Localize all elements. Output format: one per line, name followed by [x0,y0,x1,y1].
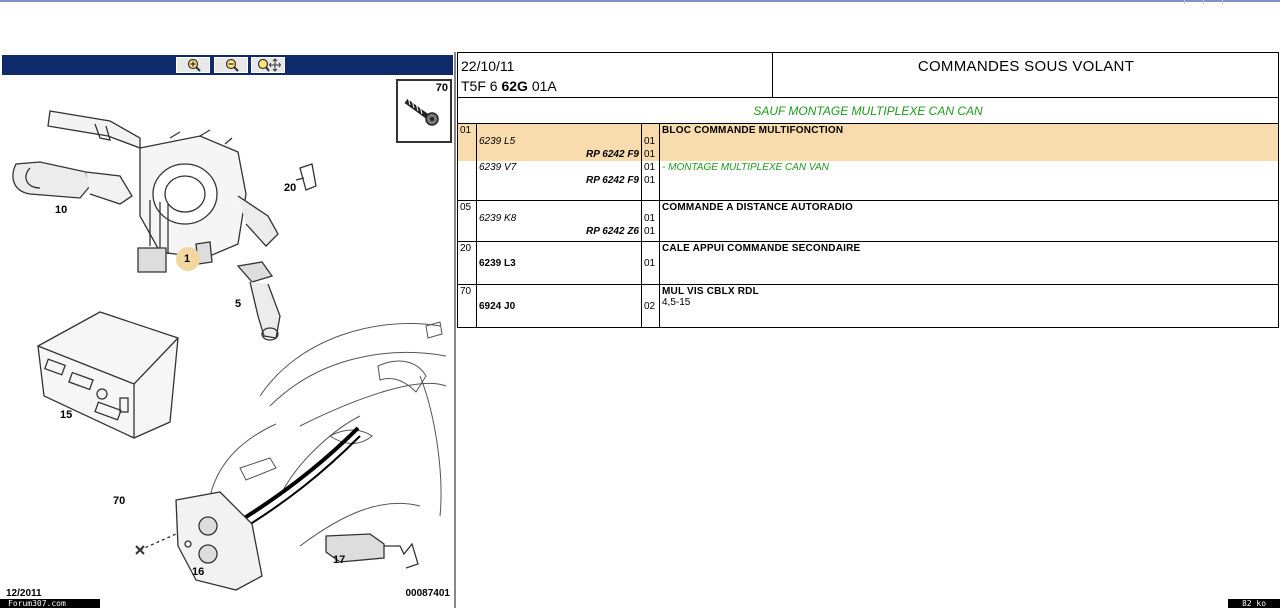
multifunction-switch-drawing [13,111,278,272]
table-row[interactable] [458,148,1279,161]
quantity: 01 [642,174,660,201]
item-number: 20 [458,242,477,285]
zoom-in-icon [184,58,202,72]
label-1: 1 [184,253,190,265]
minimize-button[interactable] [1184,0,1203,4]
quantity: 01 [642,201,660,226]
part-description: BLOC COMMANDE MULTIFONCTION [660,124,1279,148]
replacement-ref[interactable]: RP 6242 F9 [477,148,642,161]
radio-unit-drawing [38,312,178,438]
replacement-ref[interactable]: RP 6242 Z6 [477,225,642,242]
pan-zoom-button[interactable] [251,57,285,73]
page-title: COMMANDES SOUS VOLANT [917,58,1135,75]
table-row[interactable] [458,285,1279,328]
status-size: 82 ko [1228,599,1280,608]
screw-callout-number: 70 [435,82,448,94]
quantity: 01 [642,242,660,285]
window-titlebar [0,0,1280,50]
close-button[interactable] [1222,0,1241,4]
label-20: 20 [284,182,297,194]
maximize-button[interactable] [1203,0,1222,4]
part-ref[interactable]: 6239 L5 [477,124,642,148]
part-dimension: 4,5-15 [662,297,691,308]
steering-remote-drawing [136,428,360,590]
header-info [458,53,773,97]
zoom-out-icon [222,58,240,72]
label-70: 70 [113,495,126,507]
item-number: 01 [458,124,477,148]
table-row[interactable] [458,174,1279,201]
part-description: - MONTAGE MULTIPLEXE CAN VAN [660,161,1279,174]
drawing-reference: 00087401 [405,588,450,599]
pan-icon [255,58,281,72]
zoom-in-button[interactable] [176,57,210,73]
label-5: 5 [235,298,242,310]
item-number: 05 [458,201,477,226]
watermark: Forum307.com [0,599,100,608]
screw-callout-box [396,79,452,143]
label-10: 10 [55,204,68,216]
part-ref[interactable]: 6239 L3 [477,242,642,285]
part-ref[interactable]: 6924 J0 [477,285,642,328]
parts-list-panel [457,52,1280,352]
quantity: 02 [642,285,660,328]
zoom-toolbar [2,55,453,75]
quantity: 01 [642,148,660,161]
parts-diagram [0,76,454,596]
zoom-out-button[interactable] [214,57,248,73]
catalog-header [457,52,1279,98]
table-row[interactable] [458,201,1279,226]
table-row[interactable] [458,242,1279,285]
table-row[interactable] [458,225,1279,242]
quantity: 01 [642,124,660,148]
applicability-banner: SAUF MONTAGE MULTIPLEXE CAN CAN [457,98,1279,124]
label-17: 17 [333,554,346,566]
quantity: 01 [642,161,660,174]
item-number: 70 [458,285,477,328]
quantity: 01 [642,225,660,242]
part-description: MUL VIS CBLX RDL [662,286,759,297]
part-ref[interactable]: 6239 V7 [477,161,642,174]
parts-table [457,124,1279,328]
label-15: 15 [60,409,73,421]
exploded-view-panel [0,52,456,608]
catalog-code: T5F 6 62G 01A [461,78,557,94]
titlebar-line [0,0,1280,2]
drawing-date: 12/2011 [6,588,42,599]
part-description: CALE APPUI COMMANDE SECONDAIRE [660,242,1279,285]
part-ref[interactable]: 6239 K8 [477,201,642,226]
dashboard-outline-drawing [210,322,446,546]
table-row[interactable] [458,124,1279,148]
label-16: 16 [192,566,205,578]
table-row[interactable] [458,161,1279,174]
replacement-ref[interactable]: RP 6242 F9 [477,174,642,201]
radio-remote-stalk-drawing [238,262,280,340]
wedge-part-drawing [296,164,316,190]
part-description: COMMANDE A DISTANCE AUTORADIO [660,201,1279,226]
catalog-date: 22/10/11 [461,58,515,74]
